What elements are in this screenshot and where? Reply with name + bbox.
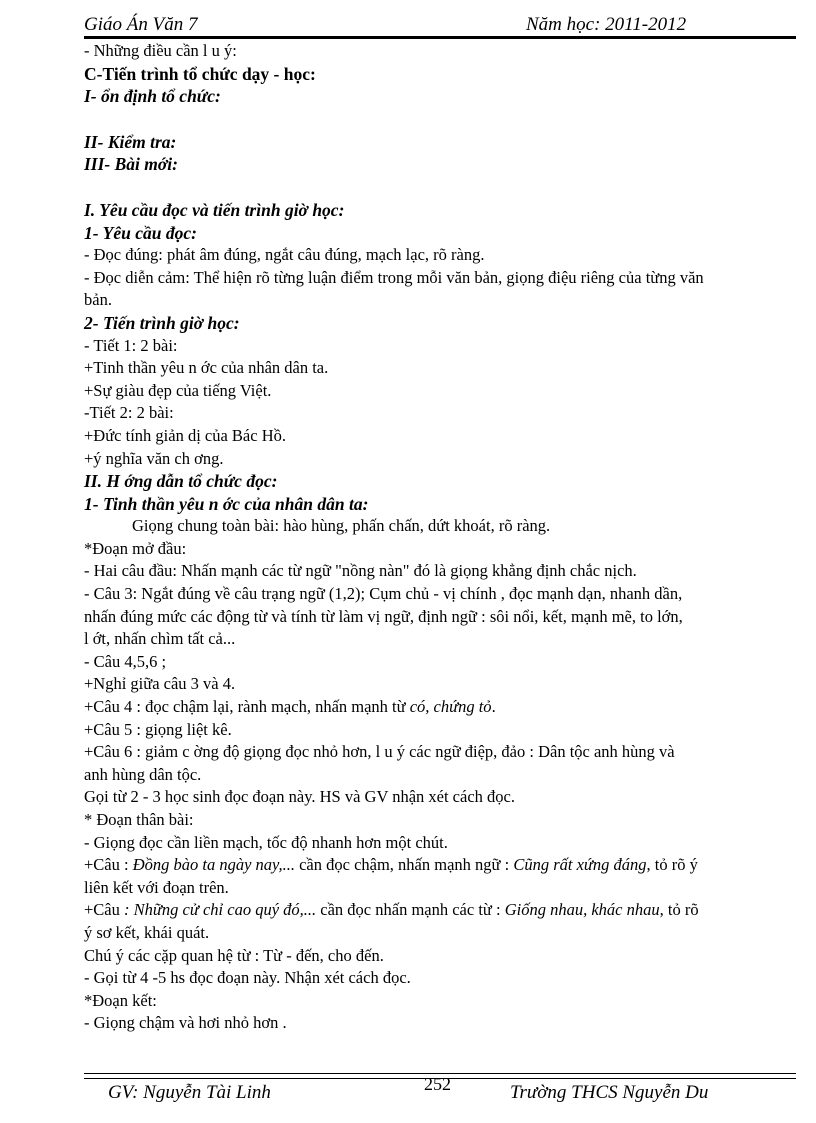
section-heading: III- Bài mới: [84, 154, 178, 175]
text-line: - Đọc diễn cảm: Thể hiện rõ từng luận điểm trong mỗi văn bản, giọng điệu riêng của từng văn [84, 267, 704, 287]
text-line: -Tiết 2: 2 bài: [84, 403, 174, 423]
text-line: nhấn đúng mức các động từ và tính từ làm vị ngữ, định ngữ : sôi nổi, kết, mạnh mẽ, to lớn, [84, 606, 683, 626]
text-line: Gọi từ 2 - 3 học sinh đọc đoạn này. HS và GV nhận xét cách đọc. [84, 787, 515, 807]
section-heading: II. H ớng dẫn tổ chức đọc: [84, 471, 278, 492]
page-footer [84, 1074, 796, 1108]
header-school-year: Năm học: 2011-2012 [526, 14, 687, 35]
text-line: - Tiết 1: 2 bài: [84, 335, 178, 355]
text-line: +Câu : Đồng bào ta ngày nay,... cần đọc chậm, nhấn mạnh ngữ : Cũng rất xứng đáng, tỏ rõ ý [84, 855, 698, 875]
text-line: +Sự giàu đẹp của tiếng Việt. [84, 380, 272, 400]
text-line: +Đức tính giản dị của Bác Hồ. [84, 425, 286, 445]
text-line: +Câu 6 : giảm c ờng độ giọng đọc nhỏ hơn, l u ý các ngữ điệp, đảo : Dân tộc anh hùng và [84, 742, 675, 762]
text-line: - Giọng chậm và hơi nhỏ hơn . [84, 1013, 287, 1033]
section-heading: C-Tiến trình tổ chức dạy - học: [84, 63, 316, 84]
text-line: +ý nghĩa văn ch ơng. [84, 448, 224, 468]
header-subject: Giáo Án Văn 7 [84, 14, 198, 35]
section-heading: II- Kiểm tra: [84, 131, 177, 152]
page-number: 252 [424, 1074, 451, 1094]
text-line: - Câu 3: Ngắt đúng về câu trạng ngữ (1,2); Cụm chủ - vị chính , đọc mạnh dạn, nhanh dần, [84, 584, 683, 604]
text-line: - Câu 4,5,6 ; [84, 651, 167, 671]
footer-school: Trường THCS Nguyễn Du [510, 1082, 709, 1103]
text-line: - Giọng đọc cần liền mạch, tốc độ nhanh hơn một chút. [84, 832, 448, 852]
footer-teacher: GV: Nguyễn Tài Linh [108, 1082, 271, 1103]
text-line: bản. [84, 290, 112, 310]
subsection-heading: 1- Yêu cầu đọc: [84, 222, 197, 243]
text-line: liên kết với đoạn trên. [84, 877, 229, 897]
section-heading: I. Yêu cầu đọc và tiến trình giờ học: [84, 199, 345, 220]
page-header [84, 10, 796, 36]
text-line: l ớt, nhấn chìm tất cả... [84, 629, 236, 649]
text-line: ý sơ kết, khái quát. [84, 922, 210, 942]
text-line: - Đọc đúng: phát âm đúng, ngắt câu đúng, mạch lạc, rõ ràng. [84, 245, 485, 265]
text-line: - Gọi từ 4 -5 hs đọc đoạn này. Nhận xét cách đọc. [84, 968, 411, 988]
text-line: - Những điều cần l u ý: [84, 41, 237, 60]
text-line: +Câu : Những cử chỉ cao quý đó,... cần đọc nhấn mạnh các từ : Giống nhau, khác nhau, tỏ rõ [84, 900, 699, 920]
text-line: anh hùng dân tộc. [84, 764, 202, 784]
subsection-heading: 1- Tinh thần yêu n ớc của nhân dân ta: [84, 493, 369, 514]
text-line: +Tinh thần yêu n ớc của nhân dân ta. [84, 358, 329, 378]
text-line: - Hai câu đầu: Nhấn mạnh các từ ngữ "nồng nàn" đó là giọng khẳng định chắc nịch. [84, 561, 637, 581]
subsection-heading: 2- Tiến trình giờ học: [84, 312, 240, 333]
text-line: +Câu 4 : đọc chậm lại, rành mạch, nhấn mạnh từ có, chứng tỏ. [84, 697, 496, 717]
text-line: * Đoạn thân bài: [84, 810, 194, 829]
text-line: +Câu 5 : giọng liệt kê. [84, 719, 232, 739]
text-line: *Đoạn kết: [84, 990, 157, 1010]
text-line: Giọng chung toàn bài: hào hùng, phấn chấn, dứt khoát, rõ ràng. [132, 516, 551, 536]
text-line: *Đoạn mở đầu: [84, 538, 187, 558]
section-heading: I- ổn định tổ chức: [84, 86, 221, 107]
text-line: +Nghỉ giữa câu 3 và 4. [84, 674, 236, 694]
document-body [84, 40, 796, 1035]
text-line: Chú ý các cặp quan hệ từ : Từ - đến, cho đến. [84, 945, 384, 965]
